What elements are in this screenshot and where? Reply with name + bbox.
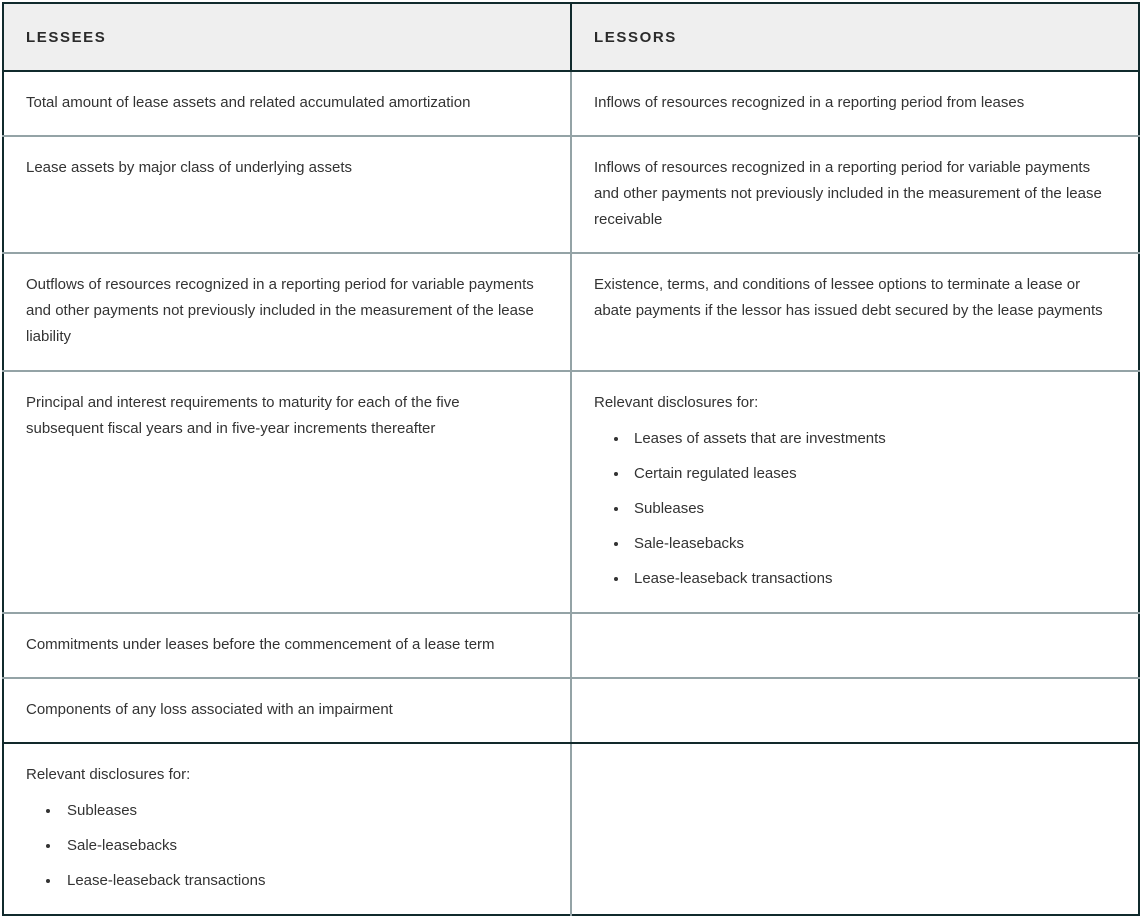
table-row <box>3 371 1139 614</box>
bullet-icon <box>46 879 50 883</box>
cell-lessees-2 <box>3 136 571 253</box>
list-item <box>594 531 1108 557</box>
list-item-label: Sale-leasebacks <box>634 534 745 552</box>
bullet-list <box>594 426 1108 592</box>
cell-lessors-5 <box>571 613 1139 678</box>
list-item-label: Lease-leaseback transactions <box>67 871 266 889</box>
cell-lessors-2 <box>571 136 1139 253</box>
cell-text: Inflows of resources recognized in a reporting period for variable payments and other payments not previously included in the measurement of the lease receivable <box>594 158 1102 228</box>
table-row <box>3 136 1139 253</box>
lease-disclosures-table <box>2 2 1140 916</box>
table-row <box>3 613 1139 678</box>
bullet-icon <box>46 809 50 813</box>
table-row <box>3 743 1139 915</box>
cell-text: Principal and interest requirements to maturity for each of the five subsequent fiscal years and in five-year increments thereafter <box>26 393 460 437</box>
cell-lessors-7 <box>571 743 1139 915</box>
list-item-label: Sale-leasebacks <box>67 836 178 854</box>
cell-text: Relevant disclosures for: <box>26 765 191 783</box>
header-lessors: LESSORS <box>571 3 1139 71</box>
list-item-label: Lease-leaseback transactions <box>634 569 833 587</box>
bullet-icon <box>614 542 618 546</box>
list-item <box>594 461 1108 487</box>
cell-text: Commitments under leases before the commencement of a lease term <box>26 636 495 654</box>
table-row <box>3 71 1139 136</box>
cell-lessees-3 <box>3 253 571 370</box>
cell-lessors-3 <box>571 253 1139 370</box>
cell-text: Lease assets by major class of underlying assets <box>26 158 352 176</box>
table-body <box>3 71 1139 915</box>
header-lessees: LESSEES <box>3 3 571 71</box>
list-item-label: Subleases <box>67 801 138 819</box>
list-item <box>594 496 1108 522</box>
list-item-label: Leases of assets that are investments <box>634 429 886 447</box>
table-row <box>3 678 1139 743</box>
list-item <box>594 426 1108 452</box>
cell-lessees-6 <box>3 678 571 743</box>
cell-text: Inflows of resources recognized in a reporting period from leases <box>594 94 1025 111</box>
cell-lessees-1 <box>3 71 571 136</box>
bullet-icon <box>614 437 618 441</box>
cell-text: Relevant disclosures for: <box>594 393 759 411</box>
cell-lessees-4 <box>3 371 571 614</box>
cell-text: Outflows of resources recognized in a reporting period for variable payments and other payments not previously included in the measurement of the lease liability <box>26 276 534 346</box>
list-item-label: Certain regulated leases <box>634 464 797 482</box>
bullet-icon <box>614 472 618 476</box>
list-item <box>26 833 540 859</box>
cell-lessees-5 <box>3 613 571 678</box>
bullet-icon <box>614 577 618 581</box>
table-row <box>3 253 1139 370</box>
header-row <box>3 3 1139 71</box>
list-item <box>594 566 1108 592</box>
cell-text: Total amount of lease assets and related accumulated amortization <box>26 94 471 111</box>
cell-lessors-1 <box>571 71 1139 136</box>
list-item <box>26 798 540 824</box>
cell-lessors-6 <box>571 678 1139 743</box>
list-item-label: Subleases <box>634 499 705 517</box>
bullet-icon <box>46 844 50 848</box>
bullet-list <box>26 798 540 894</box>
cell-text: Existence, terms, and conditions of lessee options to terminate a lease or abate payments if the lessor has issued debt secured by the lease payments <box>594 276 1103 320</box>
cell-lessees-7 <box>3 743 571 915</box>
cell-lessors-4 <box>571 371 1139 614</box>
list-item <box>26 868 540 894</box>
cell-text: Components of any loss associated with an impairment <box>26 701 393 719</box>
table-header <box>3 3 1139 71</box>
bullet-icon <box>614 507 618 511</box>
